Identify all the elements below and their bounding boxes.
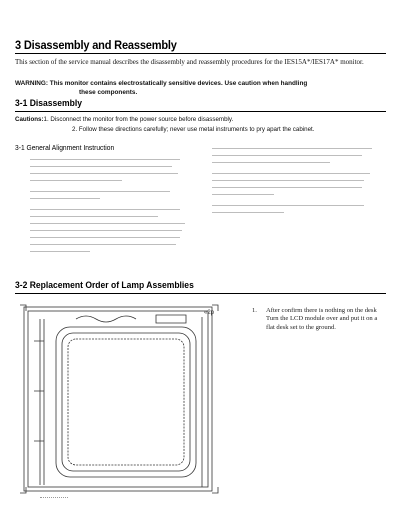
lamp-step-text-1: After confirm there is nothing on the desk [266, 307, 377, 314]
lamp-heading: 3-2 Replacement Order of Lamp Assemblies [15, 280, 194, 291]
cautions-label: Cautions: [15, 116, 44, 123]
lamp-step-text-2: Turn the LCD module over and put it on a flat desk set to the ground. [266, 315, 378, 331]
disassembly-rule [15, 111, 386, 112]
figure-tag: «2p [204, 310, 215, 316]
lamp-step-number: 1. [252, 307, 257, 314]
footer-mark [40, 497, 68, 499]
disassembly-heading: 3-1 Disassembly [15, 98, 83, 109]
lamp-step-1 [252, 307, 387, 332]
title-rule [15, 53, 386, 54]
section-title: 3 Disassembly and Reassembly [15, 38, 177, 52]
caution-item-2: 2. Follow these directions carefully; never use metal instruments to pry apart the cabinet. [72, 125, 315, 133]
warning-block [15, 80, 385, 97]
warning-label: WARNING: [15, 80, 49, 87]
lamp-rule [15, 293, 386, 294]
cautions-block [15, 115, 385, 134]
caution-item-1: 1. Disconnect the monitor from the power source before disassembly. [43, 116, 234, 123]
lcd-module-figure [16, 301, 224, 501]
warning-text-line-2: these components. [79, 88, 138, 96]
section-intro: This section of the service manual describes the disassembly and reassembly procedures for the IES15A*/IES17A* monitor. [15, 58, 364, 66]
lcd-module-drawing [20, 305, 218, 493]
alignment-heading: 3-1 General Alignment Instruction [15, 143, 115, 152]
warning-text-line-1: This monitor contains electrostatically sensitive devices. Use caution when handling [49, 80, 308, 87]
